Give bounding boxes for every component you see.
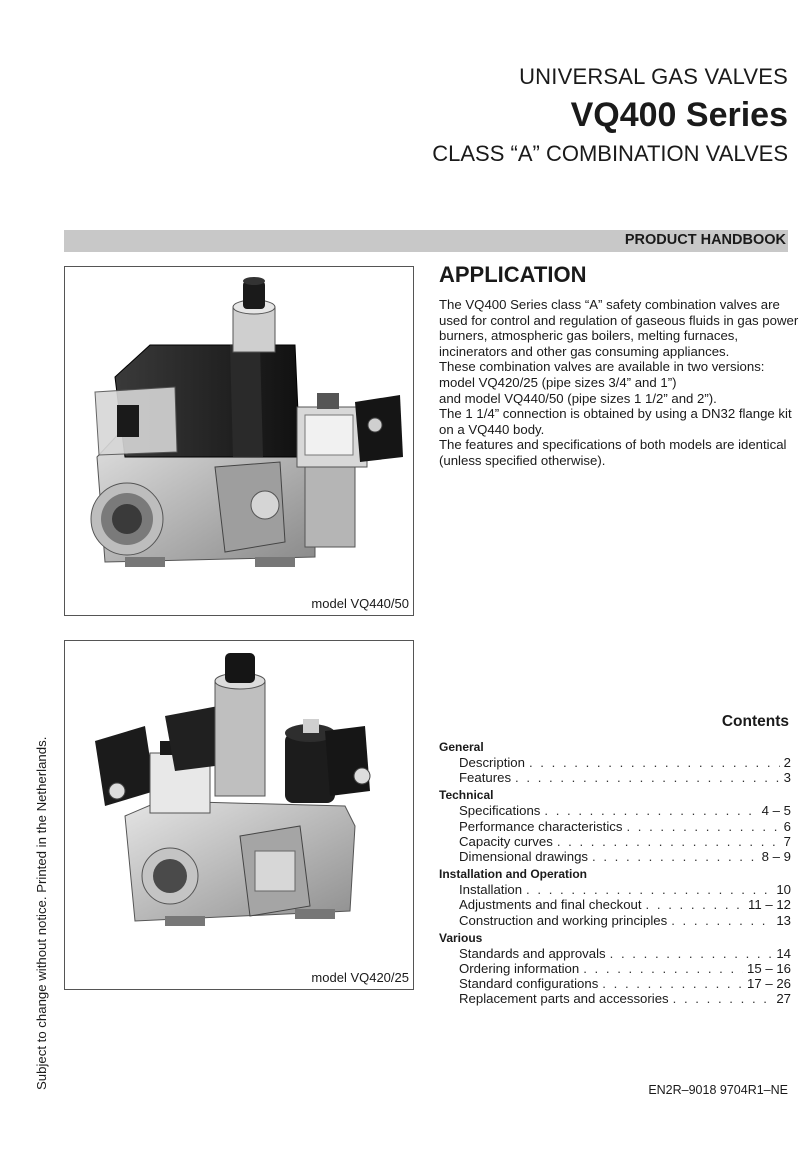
- toc-item[interactable]: [439, 755, 791, 770]
- toc-item-page: 6: [783, 818, 791, 834]
- toc-leader: [526, 882, 772, 897]
- toc-section-various: Various: [439, 930, 483, 945]
- toc-item[interactable]: [439, 913, 791, 928]
- table-of-contents: [439, 737, 791, 1007]
- toc-item[interactable]: [439, 803, 791, 818]
- toc-leader: [646, 897, 744, 912]
- toc-item-page: 8 – 9: [761, 849, 791, 865]
- toc-leader: [602, 976, 743, 991]
- application-line: These combination valves are available in two versions:: [439, 359, 765, 375]
- toc-leader: [610, 946, 773, 961]
- toc-leader: [673, 991, 773, 1006]
- toc-item-page: 27: [776, 991, 791, 1007]
- application-line: The 1 1/4” connection is obtained by using a DN32 flange kit: [439, 406, 792, 422]
- toc-leader: [515, 770, 780, 785]
- toc-item[interactable]: [439, 946, 791, 961]
- disclaimer-note: Subject to change without notice. Printed in the Netherlands.: [34, 736, 49, 1090]
- toc-item-label: Standard configurations: [459, 976, 599, 992]
- valve-vq420-illustration: [65, 641, 413, 989]
- toc-item-page: 3: [783, 770, 791, 786]
- toc-item-page: 2: [783, 755, 791, 770]
- toc-leader: [626, 819, 779, 834]
- toc-item-page: 15 – 16: [747, 961, 791, 977]
- toc-item-page: 7: [783, 833, 791, 849]
- handbook-label: PRODUCT HANDBOOK: [624, 232, 786, 248]
- toc-section-general: General: [439, 740, 484, 754]
- application-line: on a VQ440 body.: [439, 421, 545, 437]
- subtitle-bottom: CLASS “A” COMBINATION VALVES: [432, 141, 788, 166]
- handbook-band: [64, 230, 788, 252]
- toc-item-page: 11 – 12: [747, 897, 791, 913]
- application-line: incinerators and other gas consuming appliances.: [439, 343, 730, 359]
- application-line: (unless specified otherwise).: [439, 452, 606, 468]
- toc-item-label: Standards and approvals: [459, 945, 606, 961]
- title-block: [432, 62, 788, 170]
- toc-item[interactable]: [439, 849, 791, 864]
- application-line: The VQ400 Series class “A” safety combination valves are: [439, 297, 780, 312]
- photo-vq420: [64, 640, 414, 990]
- toc-item-label: Features: [459, 770, 512, 786]
- contents-title: Contents: [721, 713, 789, 730]
- toc-item-label: Dimensional drawings: [459, 849, 589, 865]
- toc-item[interactable]: [439, 770, 791, 785]
- toc-item[interactable]: [439, 961, 791, 976]
- toc-item[interactable]: [439, 976, 791, 991]
- toc-item-page: 13: [776, 912, 791, 928]
- photo-caption-vq420: model VQ420/25: [311, 970, 409, 985]
- valve-vq440-illustration: [65, 267, 413, 615]
- toc-leader: [544, 803, 757, 818]
- toc-leader: [529, 755, 780, 770]
- photo-vq440: [64, 266, 414, 616]
- toc-item-page: 17 – 26: [747, 976, 791, 992]
- toc-item-page: 14: [776, 945, 791, 961]
- application-line: The features and specifications of both models are identical: [439, 437, 787, 453]
- toc-section-installation: Installation and Operation: [439, 867, 588, 882]
- toc-item-label: Installation: [459, 882, 523, 898]
- toc-item-label: Ordering information: [459, 961, 580, 977]
- toc-leader: [671, 913, 772, 928]
- toc-item-label: Replacement parts and accessories: [459, 991, 669, 1007]
- subtitle-top: UNIVERSAL GAS VALVES: [519, 64, 788, 89]
- toc-item[interactable]: [439, 991, 791, 1006]
- application-line: burners, atmospheric gas boilers, melting furnaces,: [439, 328, 739, 344]
- toc-item-label: Adjustments and final checkout: [459, 897, 642, 913]
- toc-item-label: Performance characteristics: [459, 818, 623, 834]
- page-title: VQ400 Series: [570, 96, 788, 134]
- document-code: EN2R–9018 9704R1–NE: [648, 1083, 788, 1097]
- toc-item[interactable]: [439, 834, 791, 849]
- application-heading: APPLICATION: [439, 262, 587, 287]
- toc-item-label: Description: [459, 755, 525, 770]
- toc-item-page: 4 – 5: [761, 803, 791, 819]
- toc-item[interactable]: [439, 897, 791, 912]
- toc-item-page: 10: [776, 882, 791, 898]
- photo-caption-vq440: model VQ440/50: [311, 596, 409, 611]
- toc-item-label: Specifications: [459, 803, 541, 819]
- application-line: model VQ420/25 (pipe sizes 3/4” and 1”): [439, 374, 677, 390]
- toc-leader: [583, 961, 743, 976]
- application-line: and model VQ440/50 (pipe sizes 1 1/2” and 2”).: [439, 390, 717, 406]
- application-text: [439, 297, 799, 469]
- application-line: used for control and regulation of gaseous fluids in gas power: [439, 312, 799, 328]
- toc-item[interactable]: [439, 819, 791, 834]
- toc-item[interactable]: [439, 882, 791, 897]
- toc-item-label: Capacity curves: [459, 833, 553, 849]
- toc-leader: [557, 834, 780, 849]
- toc-item-label: Construction and working principles: [459, 912, 668, 928]
- toc-leader: [592, 849, 758, 864]
- toc-section-technical: Technical: [439, 788, 494, 803]
